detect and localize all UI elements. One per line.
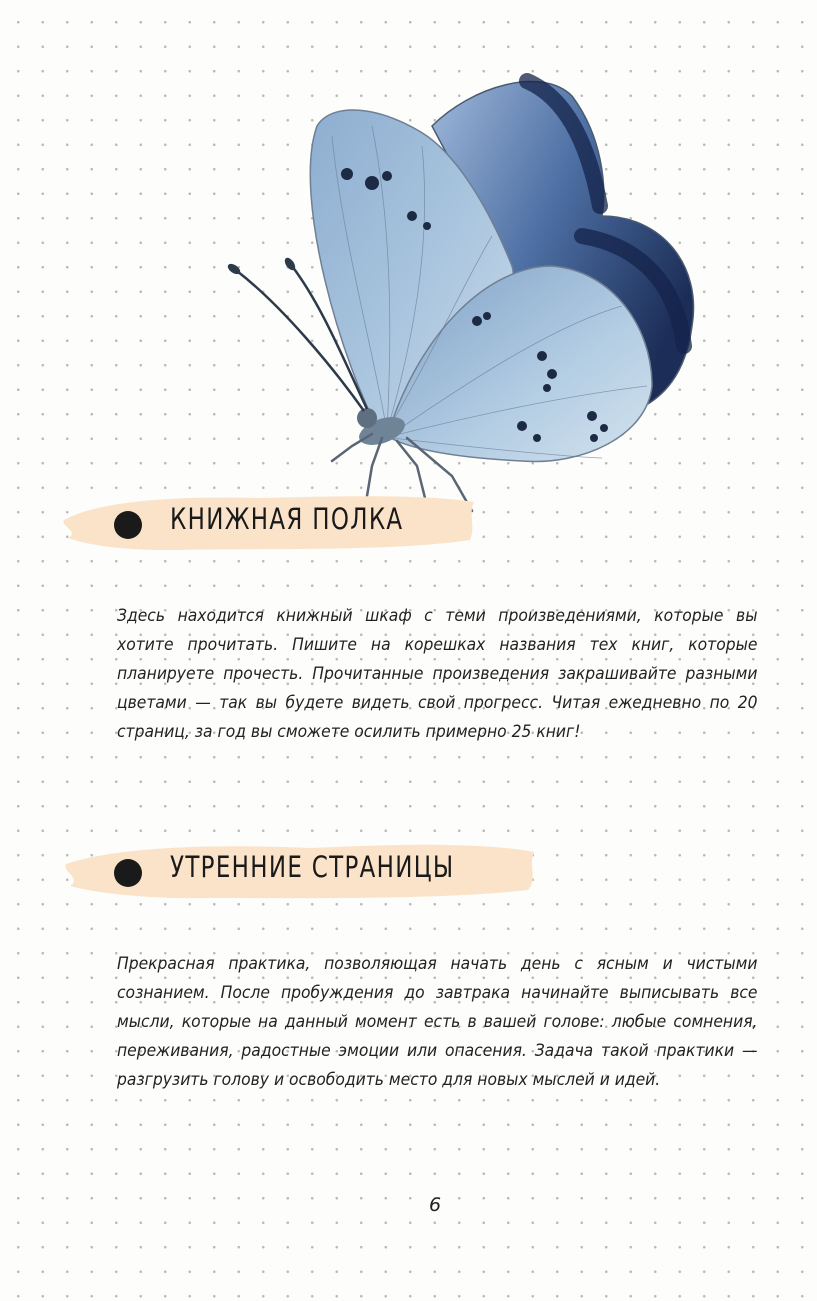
section-heading-bookshelf <box>60 490 480 554</box>
section-heading-morning-pages <box>60 838 540 902</box>
page-number: 6 <box>428 1194 442 1216</box>
section-title: КНИЖНАЯ ПОЛКА <box>170 502 404 536</box>
bullet-dot <box>114 511 142 539</box>
section-title: УТРЕННИЕ СТРАНИЦЫ <box>170 850 455 884</box>
butterfly-illustration <box>222 66 712 526</box>
section-paragraph-bookshelf: Здесь находится книжный шкаф с теми произведениями, которые вы хотите прочитать. Пишите на корешках названия тех книг, которые планируете прочесть. Прочитанные произведения закрашивайте разными цветами — так вы будете видеть свой прогресс. Читая ежедневно по 20 страниц, за год вы сможете осилить примерно 25 книг! <box>117 606 758 742</box>
bullet-dot <box>114 859 142 887</box>
section-paragraph-morning-pages: Прекрасная практика, позволяющая начать день с ясным и чистыми сознанием. После пробуждения до завтрака начинайте выписывать все мысли, которые на данный момент есть в вашей голове: любые сомнения, переживания, радостные эмоции или опасения. Задача такой практики — разгрузить голову и освободить место для новых мыслей и идей. <box>117 954 758 1090</box>
